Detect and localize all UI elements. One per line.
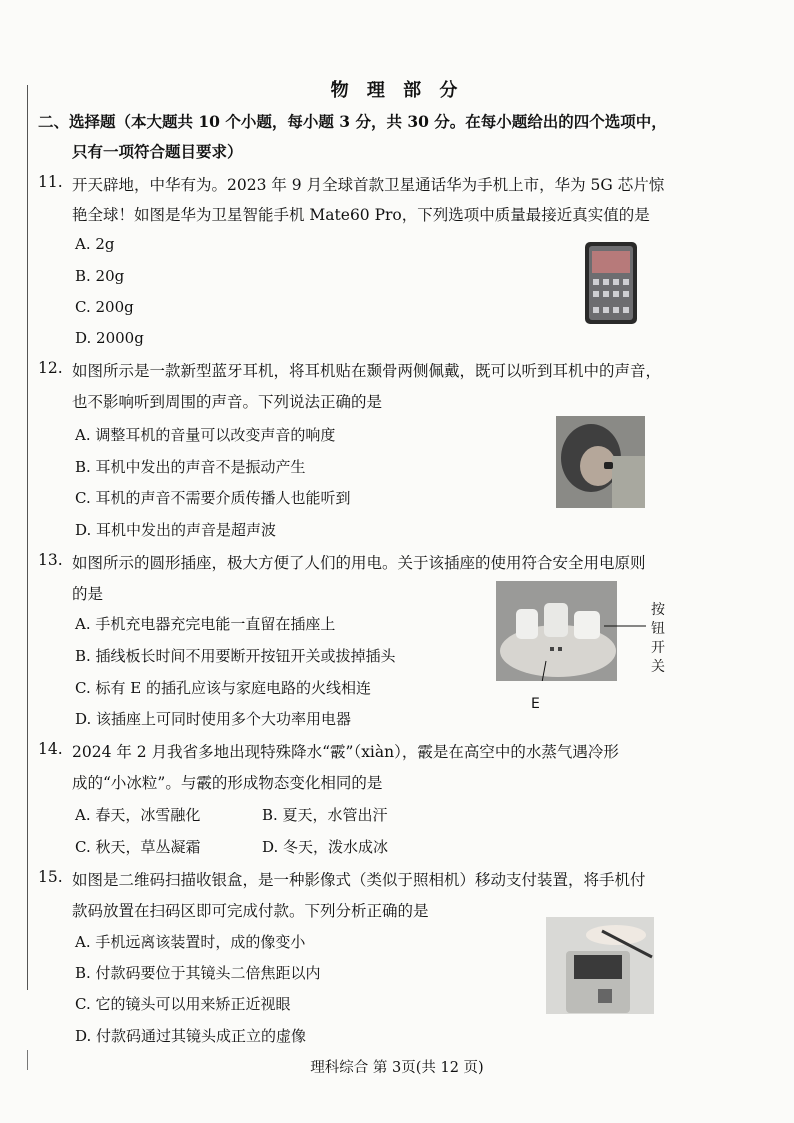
- q15-number: 15.: [38, 868, 63, 886]
- q14-option-a: A. 春天，冰雪融化: [75, 806, 201, 824]
- phone-image: [584, 241, 638, 325]
- q11-option-c: C. 200g: [75, 298, 134, 316]
- q12-stem-2: 也不影响听到周围的声音。下列说法正确的是: [72, 393, 383, 411]
- q15-option-d: D. 付款码通过其镜头成正立的虚像: [75, 1027, 307, 1045]
- q14-stem-2: 成的“小冰粒”。与霰的形成物态变化相同的是: [72, 774, 383, 792]
- switch-label-3: 开: [651, 640, 665, 656]
- q11-option-b: B. 20g: [75, 267, 125, 285]
- q15-stem-2: 款码放置在扫码区即可完成付款。下列分析正确的是: [72, 902, 429, 920]
- q11-stem-1: 开天辟地，中华有为。2023 年 9 月全球首款卫星通话华为手机上市，华为 5G 芯片惊: [72, 176, 665, 194]
- earphone-image: [556, 416, 645, 508]
- q15-stem-1: 如图是二维码扫描收银盒，是一种影像式（类似于照相机）移动支付装置，将手机付: [72, 871, 646, 889]
- q14-option-d: D. 冬天，泼水成冰: [262, 838, 389, 856]
- q14-number: 14.: [38, 740, 63, 758]
- q14-option-c: C. 秋天，草丛凝霜: [75, 838, 201, 856]
- q15-option-c: C. 它的镜头可以用来矫正近视眼: [75, 995, 291, 1013]
- q12-option-a: A. 调整耳机的音量可以改变声音的响度: [75, 426, 336, 444]
- section-title: 物 理 部 分: [330, 80, 464, 101]
- q11-number: 11.: [38, 173, 63, 191]
- page-footer: 理科综合 第 3页(共 12 页): [310, 1060, 484, 1076]
- switch-label-2: 钮: [651, 621, 665, 637]
- q13-stem-1: 如图所示的圆形插座，极大方便了人们的用电。关于该插座的使用符合安全用电原则: [72, 554, 646, 572]
- q12-option-b: B. 耳机中发出的声音不是振动产生: [75, 458, 306, 476]
- scanner-box-image: [546, 917, 654, 1014]
- q12-stem-1: 如图所示是一款新型蓝牙耳机，将耳机贴在颞骨两侧佩戴，既可以听到耳机中的声音，: [72, 362, 662, 380]
- q12-option-c: C. 耳机的声音不需要介质传播人也能听到: [75, 489, 351, 507]
- switch-label-1: 按: [651, 602, 665, 618]
- margin-line: [27, 85, 28, 990]
- q13-option-b: B. 插线板长时间不用要断开按钮开关或拔掉插头: [75, 647, 396, 665]
- q11-option-d: D. 2000g: [75, 329, 144, 347]
- instruction-line-2: 只有一项符合题目要求）: [72, 142, 243, 161]
- q13-option-d: D. 该插座上可同时使用多个大功率用电器: [75, 710, 352, 728]
- q12-option-d: D. 耳机中发出的声音是超声波: [75, 521, 277, 539]
- q11-stem-2: 艳全球！如图是华为卫星智能手机 Mate60 Pro，下列选项中质量最接近真实值的是: [72, 206, 650, 224]
- q15-option-b: B. 付款码要位于其镜头二倍焦距以内: [75, 964, 321, 982]
- q12-number: 12.: [38, 359, 63, 377]
- q13-number: 13.: [38, 551, 63, 569]
- socket-image: [496, 581, 646, 681]
- instruction-line-1: 二、选择题（本大题共 10 个小题，每小题 3 分，共 30 分。在每小题给出的四个选项中，: [38, 112, 667, 131]
- q13-option-a: A. 手机充电器充完电能一直留在插座上: [75, 615, 336, 633]
- switch-label-4: 关: [651, 659, 665, 675]
- q13-option-c: C. 标有 E 的插孔应该与家庭电路的火线相连: [75, 679, 371, 697]
- q14-option-b: B. 夏天，水管出汗: [262, 806, 388, 824]
- q15-option-a: A. 手机远离该装置时，成的像变小: [75, 933, 306, 951]
- e-label: E: [531, 696, 540, 712]
- q13-stem-2: 的是: [72, 585, 104, 603]
- q11-option-a: A. 2g: [75, 235, 115, 253]
- q14-stem-1: 2024 年 2 月我省多地出现特殊降水“霰”（xiàn），霰是在高空中的水蒸气遇冷形: [72, 743, 619, 761]
